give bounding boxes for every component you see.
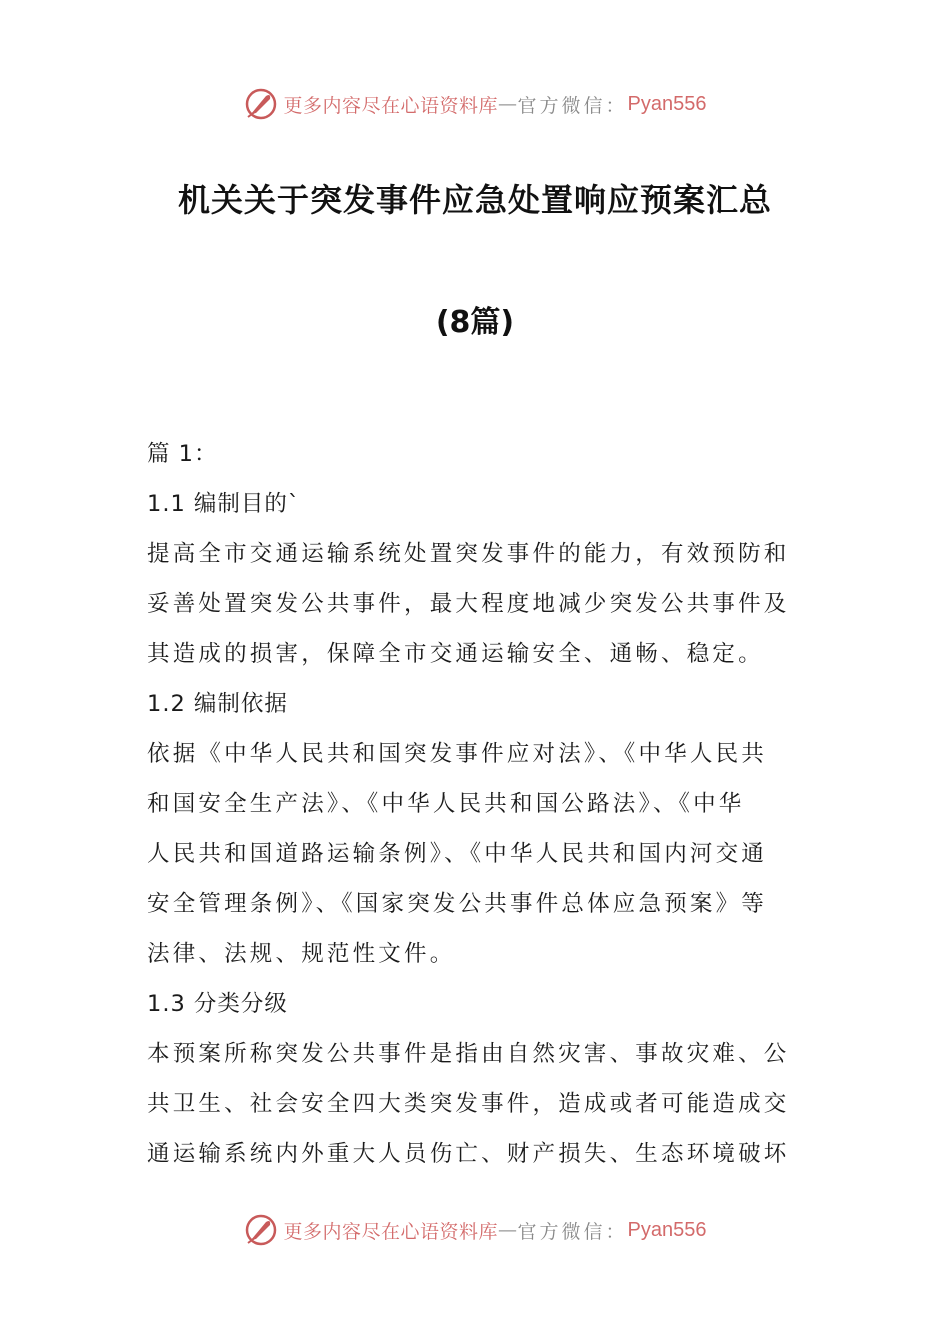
watermark-text: 更多内容尽在心语资料库 — [283, 1220, 499, 1243]
document-subtitle: (8篇) — [435, 305, 515, 340]
document-title: 机关关于突发事件应急处置响应预案汇总 — [177, 181, 772, 219]
paragraph-line: 安全管理条例》、《国家突发公共事件总体应急预案》等 — [147, 891, 768, 917]
section-heading: 篇 1： — [147, 441, 218, 467]
paragraph-line: 妥善处置突发公共事件，最大程度地减少突发公共事件及 — [147, 591, 790, 617]
watermark-wechat-label: 官方微信： — [517, 1220, 628, 1243]
watermark-dash: — — [498, 93, 518, 115]
watermark-dash: — — [498, 1219, 518, 1241]
paragraph-line: 法律、法规、规范性文件。 — [147, 941, 456, 967]
watermark-wechat-label: 官方微信： — [517, 94, 628, 117]
quill-pen-logo-icon — [244, 87, 278, 121]
watermark-wechat-id: Pyan556 — [627, 92, 707, 115]
watermark-banner-bottom — [0, 1210, 950, 1250]
paragraph-line: 依据《中华人民共和国突发事件应对法》、《中华人民共 — [147, 741, 768, 767]
section-heading: 1.2 编制依据 — [147, 691, 288, 717]
watermark-banner-top — [0, 84, 950, 124]
paragraph-line: 本预案所称突发公共事件是指由自然灾害、事故灾难、公 — [147, 1041, 790, 1067]
paragraph-line: 人民共和国道路运输条例》、《中华人民共和国内河交通 — [147, 841, 768, 867]
paragraph-line: 其造成的损害，保障全市交通运输安全、通畅、稳定。 — [147, 641, 764, 667]
watermark-wechat-id: Pyan556 — [627, 1218, 707, 1241]
section-heading: 1.3 分类分级 — [147, 991, 288, 1017]
paragraph-line: 提高全市交通运输系统处置突发事件的能力，有效预防和 — [147, 541, 790, 567]
paragraph-line: 通运输系统内外重大人员伤亡、财产损失、生态环境破坏 — [147, 1141, 790, 1167]
paragraph-line: 和国安全生产法》、《中华人民共和国公路法》、《中华 — [147, 791, 745, 817]
watermark-text: 更多内容尽在心语资料库 — [283, 94, 499, 117]
paragraph-line: 共卫生、社会安全四大类突发事件，造成或者可能造成交 — [147, 1091, 790, 1117]
document-body — [147, 429, 807, 1179]
section-heading: 1.1 编制目的` — [147, 491, 301, 517]
quill-pen-logo-icon — [244, 1213, 278, 1247]
